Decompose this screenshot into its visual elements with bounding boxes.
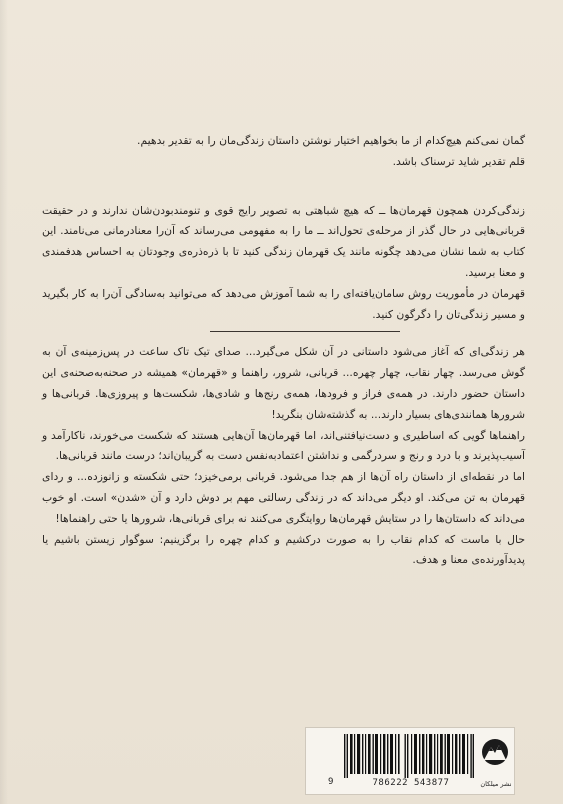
paragraph-2: قهرمان در مأموریت روش سامان‌یافته‌ای را به شما آموزش می‌دهد که می‌توانید به‌سادگی آن‌را به کار بگیرید و مسیر زندگی‌تان را دگرگون کنید.: [42, 286, 525, 321]
paragraph-5: اما در نقطه‌ای از داستان راه آن‌ها از هم جدا می‌شود. قربانی برمی‌خیزد؛ حتی شکسته و زانوزده... و ردای قهرمان به تن می‌کند. او دیگر می‌داند که در زندگی رسالتی مهم بر دوش دارد و آن «شدن» است. او خوب می‌داند که داستان‌ها را در ستایش قهرمان‌ها روایتگری می‌کنند نه برای قربانی‌ها، شرورها یا حتی راهنماها!: [42, 470, 525, 525]
barcode-lead-digit: 9: [328, 777, 334, 787]
barcode-bars: [344, 734, 474, 778]
barcode-number: 786222 543877: [372, 778, 450, 788]
paragraph-3: هر زندگی‌ای که آغاز می‌شود داستانی در آن شکل می‌گیرد... صدای تیک تاک ساعت در پس‌زمینه‌ی آن به گوش می‌رسد. چهار نقاب، چهار چهره... قربانی، شرور، راهنما و «قهرمان» همیشه در صحنه‌به‌صحنه‌ی این داستان حضور دارند. در همه‌ی فراز و فرودها، همه‌ی رنج‌ها و شادی‌ها، شکست‌ها و پیروزی‌ها. قربانی‌ها و شرورها همانندی‌های بسیار دارند... به گذشته‌شان بنگرید!: [42, 345, 525, 421]
publisher-name: نشر میلکان: [480, 780, 512, 788]
blurb-text: [42, 131, 525, 571]
spine-shadow: [0, 0, 8, 804]
intro-line-2: قلم تقدیر شاید ترسناک باشد.: [392, 154, 525, 168]
paragraph-4: راهنماها گویی که اساطیری و دست‌نیافتنی‌اند، اما قهرمان‌ها آن‌هایی هستند که شکست می‌خورند، ناکارآمد و آسیب‌پذیرند و با درد و رنج و سردرگمی و نداشتن اعتمادبه‌نفس دست به گریبان‌اند؛ درست مانند قربانی‌ها.: [42, 428, 525, 463]
paragraph-1: زندگی‌کردن همچون قهرمان‌ها ــ که هیچ شباهتی به تصویر رایج قوی و تنومندبودن‌شان ندارند و در حقیقت قربانی‌هایی در حال گذر از مرحله‌ی تحول‌اند ــ ما را به مفهومی می‌رساند که آن‌را معنادرمانی می‌نامند. این کتاب به شما نشان می‌دهد چگونه مانند یک قهرمان زندگی کنید تا با ذره‌ذره‌ی وجودتان به احساس هدفمندی و معنا برسید.: [42, 203, 525, 279]
intro-line-1: گمان نمی‌کنم هیچ‌کدام از ما بخواهیم اختیار نوشتن داستان زندگی‌مان را به تقدیر بدهیم.: [137, 134, 525, 147]
divider-rule: [210, 331, 400, 332]
paragraph-6: حال با ماست که کدام نقاب را به صورت درکشیم و کدام چهره را برگزینیم: سوگوار زیستن باشیم یا پدیدآورنده‌ی معنا و هدف.: [42, 532, 525, 567]
